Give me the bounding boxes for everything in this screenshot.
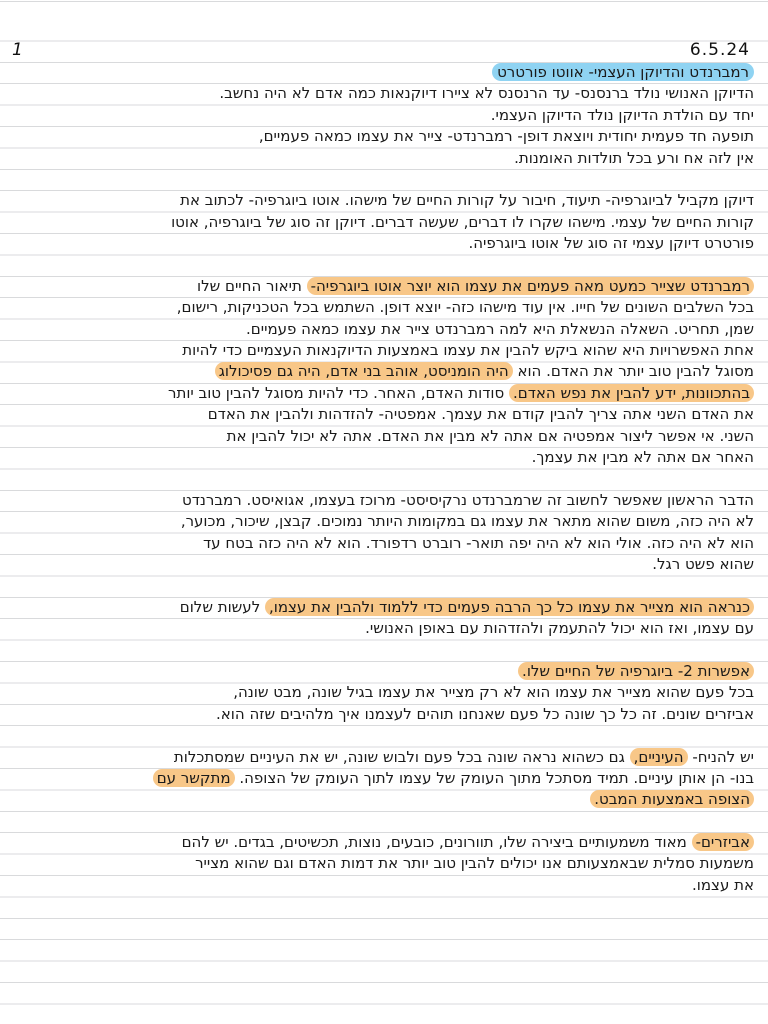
text-line: שמן, תחריט. השאלה הנשאלת היא למה רמברנדט צייר את עצמו כמאה פעמיים. xyxy=(246,319,754,338)
text-span: מאוד משמעותיים ביצירה שלו, תוורונים, כובעים, נוצות, תכשיטים, בגדים. יש להם xyxy=(181,833,692,852)
date: 6.5.24 xyxy=(689,40,750,60)
page-title: רמברנדט והדיוקן העצמי- אווטו פורטרט xyxy=(492,63,754,81)
highlighted-text: בהתכוונות, ידע להבין את נפש האדם. xyxy=(509,384,754,402)
text-line: דיוקן מקביל לביוגרפיה- תיעוד, חיבור על קורות החיים של מישהו. אוטו ביוגרפיה- לכתוב את xyxy=(180,191,754,210)
highlighted-text: אביזרים- xyxy=(692,833,754,851)
text-line: הדבר הראשון שאפשר לחשוב זה שרמברנדט נרקיסיסט- מרוכז בעצמו, אגואיסט. רמברנדט xyxy=(182,490,754,509)
text-line: יחד עם הולדת הדיוקן נולד הדיוקן העצמי. xyxy=(490,105,754,124)
text-line: תופעה חד פעמית יחודית ויוצאת דופן- רמברנדט- צייר את עצמו כמאה פעמיים, xyxy=(258,127,754,146)
highlighted-text: הצופה באמצעות המבט. xyxy=(590,790,754,808)
highlighted-text: כנראה הוא מצייר את עצמו כל כך הרבה פעמים כדי ללמוד ולהבין את עצמו, xyxy=(265,598,754,616)
paragraph-1 xyxy=(36,83,754,169)
text-span: תיאור החיים שלו xyxy=(196,276,307,295)
highlighted-text: אפשרות 2- ביוגרפיה של החיים שלו. xyxy=(518,662,754,680)
notes-body xyxy=(36,62,754,896)
highlighted-text: היה הומניסט, אוהב בני אדם, היה גם פסיכולוג xyxy=(215,362,513,380)
paragraph-7 xyxy=(36,747,754,811)
text-span: גם כשהוא נראה שונה בכל פעם ולבוש שונה, יש את העיניים שמסתכלות xyxy=(173,747,630,766)
text-span: יש להניח- xyxy=(687,747,754,766)
text-line: בכל השלבים השונים של חייו. אין עוד מישהו כזה- יוצא דופן. השתמש בכל הטכניקות, רישום, xyxy=(176,298,754,317)
text-line: השני. אי אפשר ליצור אמפטיה אם אתה לא מבין את האדם. אתה לא יכול להבין את xyxy=(226,426,754,445)
text-line: אביזרים שונים. זה כל כך שונה כל פעם שאנחנו תוהים לעצמנו איך מלהיבים שזה הוא. xyxy=(216,704,754,723)
text-line: עם עצמו, ואז הוא יכול להתעמק ולהזדהות עם באופן האנושי. xyxy=(365,619,754,638)
highlighted-text: העיניים, xyxy=(630,748,688,766)
text-span: מסוגל להבין טוב יותר את האדם. הוא xyxy=(512,362,754,381)
text-line: פורטרט דיוקן עצמי זה סוג של אוטו ביוגרפיה. xyxy=(468,234,754,253)
highlighted-text: רמברנדט שצייר כמעט מאה פעמים את עצמו הוא יוצר אוטו ביוגרפיה- xyxy=(307,277,754,295)
text-span: לעשות שלום xyxy=(179,597,265,616)
highlighted-text: מתקשר עם xyxy=(153,769,235,787)
text-line: בכל פעם שהוא מצייר את עצמו הוא לא רק מצייר את עצמו בגיל שונה, מבט שונה, xyxy=(233,683,754,702)
text-line: אחת האפשרויות היא שהוא ביקש להבין את עצמו באמצעות הדיוקנאות העצמיים כדי להיות xyxy=(182,341,754,360)
paragraph-8 xyxy=(36,832,754,896)
text-line: לא היה כזה, משום שהוא מתאר את עצמו גם במקומות היותר נמוכים. קבצן, שיכור, מכוער, xyxy=(180,512,754,531)
title-line xyxy=(36,62,754,83)
text-line: קורות החיים של עצמי. מישהו שקרו לו דברים, שעשה דברים. דיוקן זה סוג של ביוגרפיה, אוטו xyxy=(171,212,754,231)
text-line: האחר אם אתה לא מבין את עצמך. xyxy=(531,448,754,467)
page-number: 1 xyxy=(12,40,23,60)
text-line: שהוא פשט רגל. xyxy=(652,554,754,573)
text-line: הדיוקן האנושי נולד ברנסנס- עד הרנסנס לא ציירו דיוקנאות כמה אדם לא היה נחשב. xyxy=(219,84,754,103)
paragraph-3 xyxy=(36,276,754,469)
text-line: את האדם השני אתה צריך להבין קודם את עצמך. אמפטיה- להזדהות ולהבין את האדם xyxy=(207,405,754,424)
text-span: בנו- הן אותן עיניים. תמיד מסתכל מתוך העומק של עצמו לתוך העומק של הצופה. xyxy=(234,768,754,787)
paragraph-4 xyxy=(36,490,754,576)
text-line: משמעות סמלית שבאמצעותם אנו יכולים להבין טוב יותר את דמות האדם וגם שהוא מצייר xyxy=(195,854,754,873)
paragraph-6 xyxy=(36,661,754,725)
text-span: סודות האדם, האחר. כדי להיות מסוגל להבין טוב יותר xyxy=(168,383,509,402)
text-line: אין לזה אח ורע בכל תולדות האומנות. xyxy=(514,148,754,167)
text-line: את עצמו. xyxy=(692,875,754,894)
paragraph-2 xyxy=(36,190,754,254)
text-line: הוא לא היה כזה. אולי הוא לא היה יפה תואר- רוברט רדפורד. הוא לא היה כזה בטח עד xyxy=(202,533,754,552)
paragraph-5 xyxy=(36,597,754,640)
